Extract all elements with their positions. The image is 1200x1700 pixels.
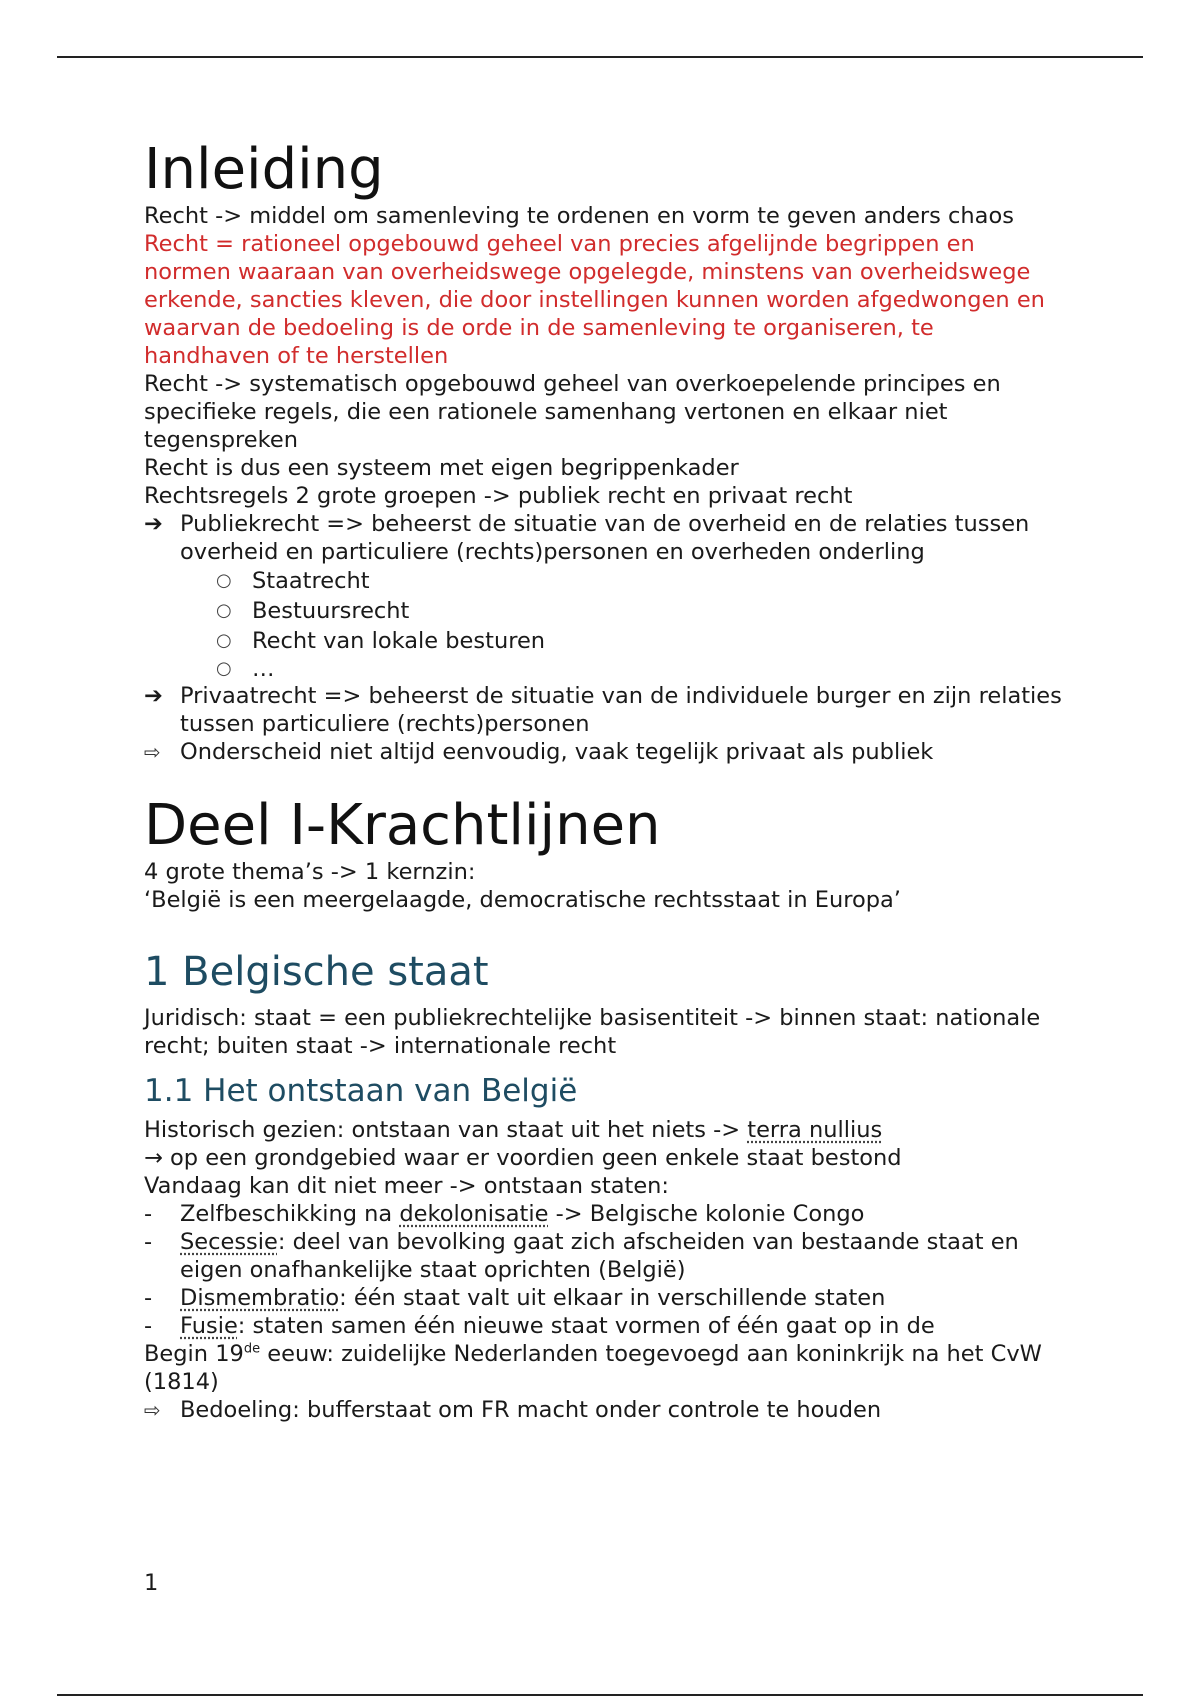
heading-inleiding: Inleiding [144, 137, 384, 202]
bedoeling-text: Bedoeling: bufferstaat om FR macht onder controle te houden [180, 1397, 882, 1423]
list-item-onderscheid [144, 738, 1064, 766]
sub-item-staatrecht [144, 566, 1064, 596]
paragraph-historisch [144, 1116, 1064, 1144]
term-dekolonisatie: dekolonisatie [399, 1201, 549, 1227]
paragraph-recht-systematisch: Recht -> systematisch opgebouwd geheel van overkoepelende principes en specifieke regels, die een rationele samenhang vertonen en elkaar niet tegenspreken [144, 371, 1001, 453]
list-item-dismembratio [144, 1284, 1064, 1312]
superscript: de [243, 1341, 261, 1357]
arrow-right-icon: ➔ [144, 683, 163, 709]
paragraph-recht-middel: Recht -> middel om samenleving te ordenen en vorm te geven anders chaos [144, 203, 1014, 229]
paragraph-themas: 4 grote thema’s -> 1 kernzin: [144, 859, 476, 885]
term-fusie: Fusie [180, 1313, 238, 1339]
begin-text: eeuw: zuidelijke Nederlanden toegevoegd aan koninkrijk na het CvW (1814) [144, 1341, 1042, 1395]
page-number: 1 [144, 1570, 159, 1596]
list-item-secessie [144, 1228, 1064, 1284]
footer-rule [57, 1694, 1143, 1696]
dash-bullet: - [144, 1229, 153, 1255]
privaatrecht-text: Privaatrecht => beheerst de situatie van de individuele burger en zijn relaties tussen particuliere (rechts)personen [180, 683, 1062, 737]
arrow-right-icon: ➔ [144, 511, 163, 537]
item-text: : deel van bevolking gaat zich afscheiden van bestaande staat en eigen onafhankelijke staat oprichten (België) [180, 1229, 1019, 1283]
onderscheid-text: Onderscheid niet altijd eenvoudig, vaak tegelijk privaat als publiek [180, 739, 934, 765]
item-text: : één staat valt uit elkaar in verschillende staten [339, 1285, 886, 1311]
paragraph-rechtsregels: Rechtsregels 2 grote groepen -> publiek recht en privaat recht [144, 483, 853, 509]
sub-item-label: Bestuursrecht [252, 598, 410, 624]
paragraph-grondgebied: → op een grondgebied waar er voordien geen enkele staat bestond [144, 1145, 902, 1171]
document-page [144, 138, 1064, 1424]
hollow-arrow-icon: ⇨ [144, 1398, 161, 1422]
item-text: -> Belgische kolonie Congo [548, 1201, 865, 1227]
term-dismembratio: Dismembratio [180, 1285, 340, 1311]
circle-bullet-icon: ○ [216, 570, 232, 591]
heading-section-1: 1 Belgische staat [144, 949, 489, 995]
item-text: Zelfbeschikking na [180, 1201, 400, 1227]
begin-text: Begin 19 [144, 1341, 244, 1367]
list-item-fusie [144, 1312, 1064, 1340]
list-item-bedoeling [144, 1396, 1064, 1424]
dash-bullet: - [144, 1285, 153, 1311]
sub-item-bestuursrecht [144, 596, 1064, 626]
sub-item-label: Recht van lokale besturen [252, 628, 546, 654]
paragraph-vandaag: Vandaag kan dit niet meer -> ontstaan staten: [144, 1173, 670, 1199]
circle-bullet-icon: ○ [216, 600, 232, 621]
sub-item-label: … [252, 656, 275, 682]
term-secessie: Secessie [180, 1229, 278, 1255]
dash-bullet: - [144, 1313, 153, 1339]
list-item-privaatrecht [144, 682, 1064, 738]
paragraph-begin-19de-eeuw [144, 1340, 1064, 1396]
sub-item-label: Staatrecht [252, 568, 370, 594]
heading-deel-1: Deel I-Krachtlijnen [144, 793, 661, 858]
dash-bullet: - [144, 1201, 153, 1227]
header-rule [57, 56, 1143, 58]
circle-bullet-icon: ○ [216, 658, 232, 679]
historisch-text: Historisch gezien: ontstaan van staat uit het niets -> [144, 1117, 748, 1143]
publiekrecht-text: Publiekrecht => beheerst de situatie van de overheid en de relaties tussen overheid en particuliere (rechts)personen en overheden onderling [180, 511, 1030, 565]
paragraph-juridisch: Juridisch: staat = een publiekrechtelijke basisentiteit -> binnen staat: nationale recht; buiten staat -> internationale recht [144, 1005, 1041, 1059]
sub-item-ellipsis [144, 656, 1064, 682]
heading-section-1-1: 1.1 Het ontstaan van België [144, 1073, 578, 1109]
circle-bullet-icon: ○ [216, 630, 232, 651]
definition-recht: Recht = rationeel opgebouwd geheel van precies afgelijnde begrippen en normen waaraan van overheidswege opgelegde, minstens van overheidswege erkende, sancties kleven, die door instellingen kunnen worden afgedwongen en waarvan de bedoeling is de orde in de samenleving te organiseren, te handhaven of te herstellen [144, 231, 1045, 369]
item-text: : staten samen één nieuwe staat vormen of één gaat op in de [237, 1313, 935, 1339]
list-item-zelfbeschikking [144, 1200, 1064, 1228]
list-item-publiekrecht [144, 510, 1064, 566]
paragraph-kernzin: ‘België is een meergelaagde, democratische rechtsstaat in Europa’ [144, 887, 901, 913]
sub-item-lokale-besturen [144, 626, 1064, 656]
term-terra-nullius: terra nullius [747, 1117, 883, 1143]
hollow-arrow-icon: ⇨ [144, 740, 161, 764]
paragraph-recht-systeem: Recht is dus een systeem met eigen begrippenkader [144, 455, 739, 481]
